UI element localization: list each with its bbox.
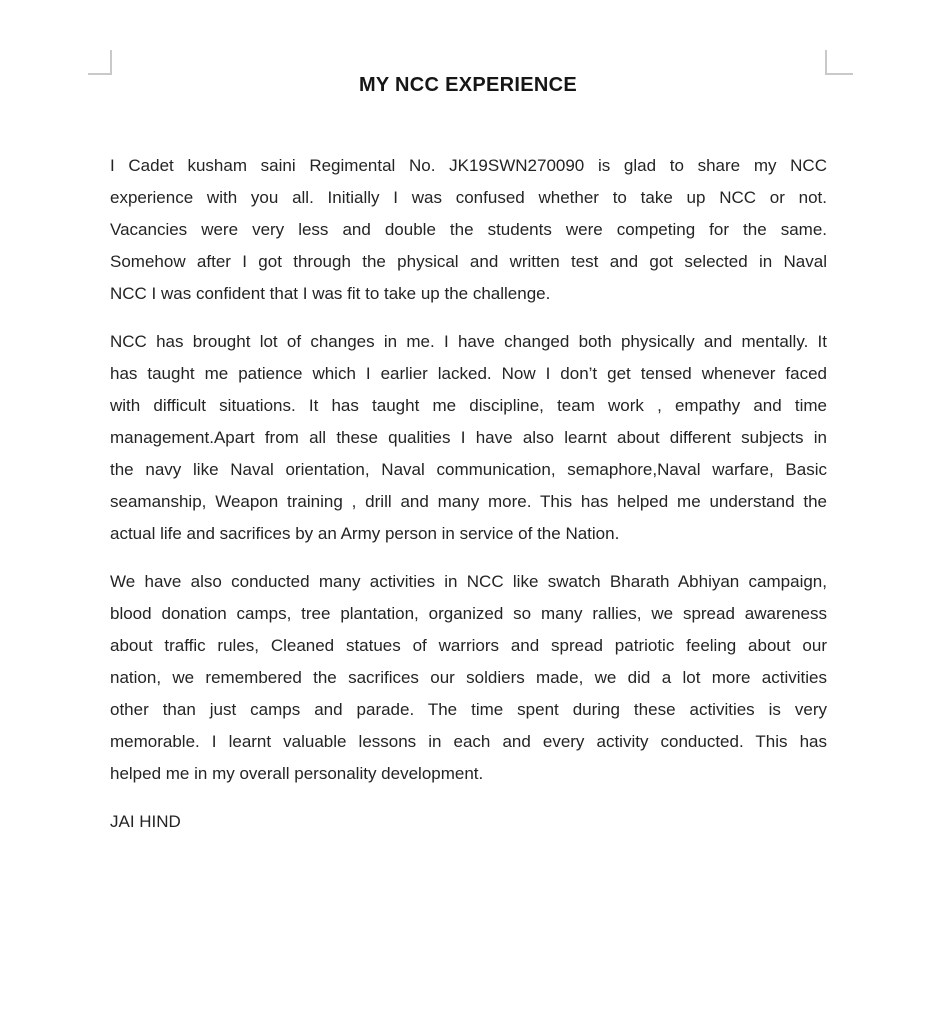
paragraph-line: about traffic rules, Cleaned statues of warriors and spread patriotic feeling about our (110, 636, 827, 655)
paragraph-line: seamanship, Weapon training , drill and many more. This has helped me understand the (110, 492, 827, 511)
document-body (110, 150, 827, 838)
paragraph-line: nation, we remembered the sacrifices our soldiers made, we did a lot more activities (110, 668, 827, 687)
paragraph-line: NCC has brought lot of changes in me. I have changed both physically and mentally. It (110, 332, 827, 351)
paragraph-line: management.Apart from all these qualities I have also learnt about different subjects in (110, 428, 827, 447)
closing-text: JAI HIND (110, 812, 181, 831)
paragraph-line: with difficult situations. It has taught me discipline, team work , empathy and time (110, 396, 827, 415)
paragraph-line: Somehow after I got through the physical and written test and got selected in Naval (110, 252, 827, 271)
paragraph-line: the navy like Naval orientation, Naval communication, semaphore,Naval warfare, Basic (110, 460, 827, 479)
paragraph-line: memorable. I learnt valuable lessons in each and every activity conducted. This has (110, 732, 827, 751)
paragraph-3 (110, 566, 827, 790)
paragraph-line: helped me in my overall personality development. (110, 764, 484, 783)
paragraph-line: NCC I was confident that I was fit to take up the challenge. (110, 284, 551, 303)
paragraph-line: Vacancies were very less and double the students were competing for the same. (110, 220, 827, 239)
paragraph-line: I Cadet kusham saini Regimental No. JK19SWN270090 is glad to share my NCC (110, 156, 827, 175)
paragraph-line: other than just camps and parade. The time spent during these activities is very (110, 700, 827, 719)
paragraph-line: has taught me patience which I earlier lacked. Now I don’t get tensed whenever faced (110, 364, 827, 383)
page-title: MY NCC EXPERIENCE (358, 74, 578, 96)
paragraph-line: experience with you all. Initially I was confused whether to take up NCC or not. (110, 188, 827, 207)
paragraph-line: We have also conducted many activities in NCC like swatch Bharath Abhiyan campaign, (110, 572, 827, 591)
paragraph-2 (110, 326, 827, 550)
paragraph-line: actual life and sacrifices by an Army person in service of the Nation. (110, 524, 620, 543)
paragraph-line: blood donation camps, tree plantation, organized so many rallies, we spread awareness (110, 604, 827, 623)
paragraph-1 (110, 150, 827, 310)
